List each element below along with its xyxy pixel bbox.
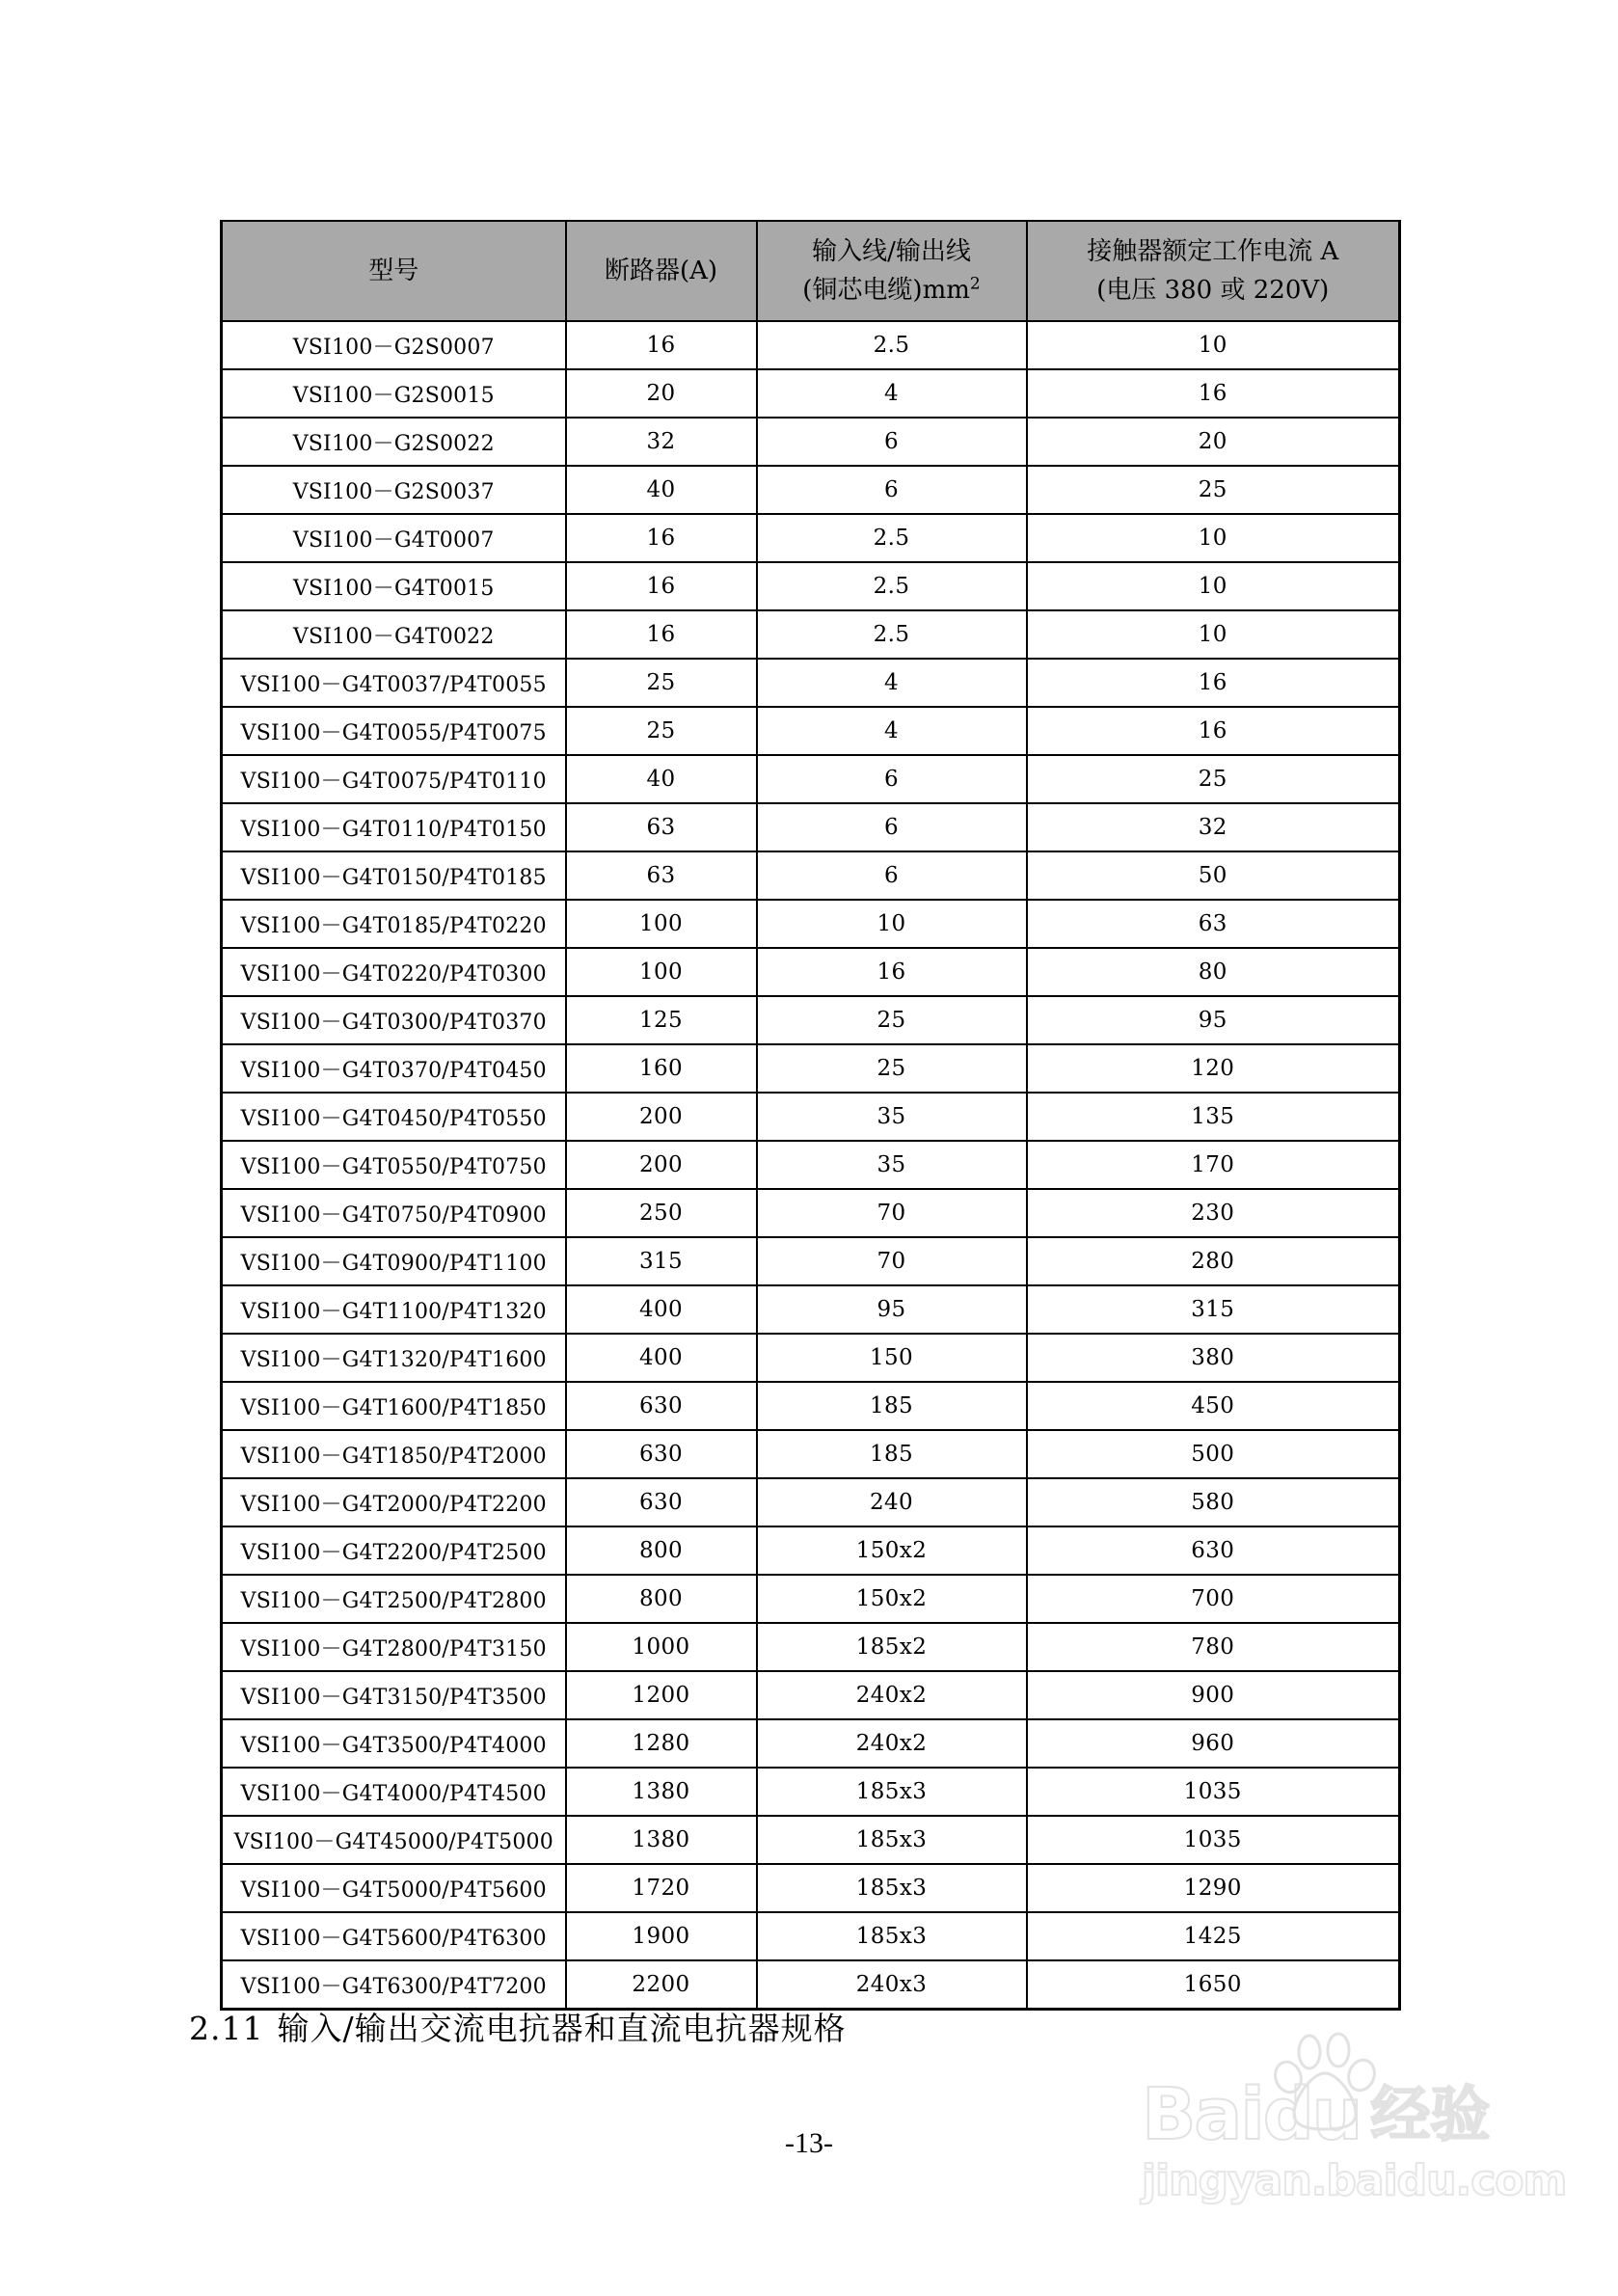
cell-breaker: 100 (566, 948, 757, 996)
cell-contactor: 10 (1027, 610, 1400, 659)
table-row (222, 1141, 1400, 1189)
column-header-cable-line2 (758, 271, 1026, 310)
cell-contactor: 63 (1027, 900, 1400, 948)
column-header-cable-line2-text: (铜芯电缆)mm (802, 276, 970, 305)
column-header-contactor (1027, 221, 1400, 321)
cell-contactor: 20 (1027, 418, 1400, 466)
table-row (222, 610, 1400, 659)
cell-cable: 150 (757, 1334, 1027, 1382)
cell-contactor: 32 (1027, 803, 1400, 851)
cell-contactor: 10 (1027, 562, 1400, 610)
cell-model: VSI100－G2S0007 (222, 321, 566, 369)
cell-breaker: 630 (566, 1478, 757, 1526)
cell-cable: 35 (757, 1093, 1027, 1141)
table-header-row (222, 221, 1400, 321)
cell-cable: 70 (757, 1189, 1027, 1237)
table-row (222, 1285, 1400, 1334)
cell-cable: 185 (757, 1382, 1027, 1430)
cell-contactor: 10 (1027, 321, 1400, 369)
cell-contactor: 1035 (1027, 1816, 1400, 1864)
cell-contactor: 1425 (1027, 1912, 1400, 1960)
cell-contactor: 315 (1027, 1285, 1400, 1334)
cell-breaker: 16 (566, 514, 757, 562)
cell-contactor: 135 (1027, 1093, 1400, 1141)
column-header-model (222, 221, 566, 321)
cell-cable: 2.5 (757, 514, 1027, 562)
cell-cable: 4 (757, 707, 1027, 755)
cell-contactor: 80 (1027, 948, 1400, 996)
watermark-brand-text: Baidu (1142, 2073, 1362, 2156)
watermark-url-text: jingyan.baidu.com (1142, 2156, 1567, 2205)
table-row (222, 1960, 1400, 2010)
cell-cable: 185x3 (757, 1912, 1027, 1960)
cell-cable: 4 (757, 659, 1027, 707)
column-header-cable-superscript: 2 (969, 274, 981, 294)
cell-contactor: 500 (1027, 1430, 1400, 1478)
cell-breaker: 1380 (566, 1768, 757, 1816)
specification-table (220, 220, 1401, 2011)
cell-model: VSI100－G2S0037 (222, 466, 566, 514)
cell-contactor: 1290 (1027, 1864, 1400, 1912)
column-header-contactor-line1: 接触器额定工作电流 A (1087, 236, 1339, 266)
table-row (222, 803, 1400, 851)
cell-contactor: 960 (1027, 1719, 1400, 1768)
cell-cable: 240x2 (757, 1671, 1027, 1719)
table-row (222, 1912, 1400, 1960)
cell-model: VSI100－G4T1850/P4T2000 (222, 1430, 566, 1478)
cell-breaker: 400 (566, 1334, 757, 1382)
table-row (222, 369, 1400, 418)
cell-breaker: 63 (566, 803, 757, 851)
table-row (222, 418, 1400, 466)
cell-contactor: 700 (1027, 1575, 1400, 1623)
baidu-paw-icon (1273, 2031, 1381, 2139)
cell-breaker: 1000 (566, 1623, 757, 1671)
cell-breaker: 400 (566, 1285, 757, 1334)
table-row (222, 755, 1400, 803)
cell-model: VSI100－G4T0150/P4T0185 (222, 851, 566, 900)
cell-cable: 240x3 (757, 1960, 1027, 2010)
cell-breaker: 1900 (566, 1912, 757, 1960)
cell-model: VSI100－G4T6300/P4T7200 (222, 1960, 566, 2010)
table-row (222, 1671, 1400, 1719)
table-row (222, 1623, 1400, 1671)
section-heading-number: 2.11 (189, 2010, 264, 2047)
table-row (222, 514, 1400, 562)
cell-contactor: 10 (1027, 514, 1400, 562)
cell-contactor: 16 (1027, 659, 1400, 707)
cell-cable: 240 (757, 1478, 1027, 1526)
cell-model: VSI100－G4T0022 (222, 610, 566, 659)
cell-breaker: 63 (566, 851, 757, 900)
cell-cable: 185 (757, 1430, 1027, 1478)
cell-cable: 25 (757, 1044, 1027, 1093)
cell-breaker: 800 (566, 1526, 757, 1575)
cell-model: VSI100－G4T2000/P4T2200 (222, 1478, 566, 1526)
cell-contactor: 50 (1027, 851, 1400, 900)
cell-breaker: 16 (566, 562, 757, 610)
cell-breaker: 16 (566, 321, 757, 369)
cell-contactor: 1650 (1027, 1960, 1400, 2010)
table-row (222, 900, 1400, 948)
table-row (222, 1044, 1400, 1093)
cell-model: VSI100－G4T5600/P4T6300 (222, 1912, 566, 1960)
cell-breaker: 1200 (566, 1671, 757, 1719)
cell-breaker: 20 (566, 369, 757, 418)
table-row (222, 659, 1400, 707)
cell-contactor: 1035 (1027, 1768, 1400, 1816)
table-row (222, 1430, 1400, 1478)
cell-breaker: 250 (566, 1189, 757, 1237)
table-row (222, 1478, 1400, 1526)
cell-breaker: 125 (566, 996, 757, 1044)
cell-cable: 16 (757, 948, 1027, 996)
cell-contactor: 16 (1027, 369, 1400, 418)
cell-model: VSI100－G4T0900/P4T1100 (222, 1237, 566, 1285)
cell-breaker: 160 (566, 1044, 757, 1093)
cell-contactor: 280 (1027, 1237, 1400, 1285)
table-header (222, 221, 1400, 321)
cell-breaker: 1720 (566, 1864, 757, 1912)
column-header-breaker (566, 221, 757, 321)
cell-model: VSI100－G4T1320/P4T1600 (222, 1334, 566, 1382)
table-row (222, 466, 1400, 514)
cell-cable: 70 (757, 1237, 1027, 1285)
cell-model: VSI100－G4T0750/P4T0900 (222, 1189, 566, 1237)
cell-cable: 185x3 (757, 1768, 1027, 1816)
cell-cable: 2.5 (757, 321, 1027, 369)
table-row (222, 1575, 1400, 1623)
cell-cable: 240x2 (757, 1719, 1027, 1768)
cell-contactor: 170 (1027, 1141, 1400, 1189)
cell-model: VSI100－G4T0220/P4T0300 (222, 948, 566, 996)
cell-model: VSI100－G4T0007 (222, 514, 566, 562)
cell-contactor: 25 (1027, 466, 1400, 514)
section-heading (189, 2004, 847, 2049)
cell-breaker: 100 (566, 900, 757, 948)
cell-model: VSI100－G4T0370/P4T0450 (222, 1044, 566, 1093)
cell-breaker: 200 (566, 1141, 757, 1189)
cell-cable: 6 (757, 803, 1027, 851)
cell-contactor: 16 (1027, 707, 1400, 755)
cell-cable: 150x2 (757, 1526, 1027, 1575)
table-row (222, 1526, 1400, 1575)
cell-breaker: 200 (566, 1093, 757, 1141)
cell-contactor: 580 (1027, 1478, 1400, 1526)
cell-model: VSI100－G4T2800/P4T3150 (222, 1623, 566, 1671)
cell-cable: 150x2 (757, 1575, 1027, 1623)
cell-contactor: 95 (1027, 996, 1400, 1044)
cell-contactor: 450 (1027, 1382, 1400, 1430)
table-row (222, 948, 1400, 996)
table-row (222, 321, 1400, 369)
table-row (222, 851, 1400, 900)
cell-cable: 25 (757, 996, 1027, 1044)
page-number: -13- (785, 2127, 833, 2159)
column-header-cable-line1: 输入线/输出线 (812, 236, 971, 266)
table-row (222, 1334, 1400, 1382)
cell-contactor: 780 (1027, 1623, 1400, 1671)
cell-model: VSI100－G2S0022 (222, 418, 566, 466)
cell-cable: 6 (757, 418, 1027, 466)
cell-model: VSI100－G4T0110/P4T0150 (222, 803, 566, 851)
cell-model: VSI100－G4T3150/P4T3500 (222, 1671, 566, 1719)
cell-model: VSI100－G4T45000/P4T5000 (222, 1816, 566, 1864)
cell-cable: 185x3 (757, 1816, 1027, 1864)
cell-breaker: 1380 (566, 1816, 757, 1864)
cell-cable: 185x2 (757, 1623, 1027, 1671)
table-row (222, 996, 1400, 1044)
cell-model: VSI100－G4T0037/P4T0055 (222, 659, 566, 707)
cell-contactor: 900 (1027, 1671, 1400, 1719)
cell-breaker: 1280 (566, 1719, 757, 1768)
cell-model: VSI100－G4T0550/P4T0750 (222, 1141, 566, 1189)
cell-breaker: 800 (566, 1575, 757, 1623)
cell-model: VSI100－G4T3500/P4T4000 (222, 1719, 566, 1768)
cell-contactor: 630 (1027, 1526, 1400, 1575)
cell-model: VSI100－G4T5000/P4T5600 (222, 1864, 566, 1912)
cell-cable: 2.5 (757, 562, 1027, 610)
column-header-model-line1: 型号 (368, 256, 419, 285)
cell-model: VSI100－G2S0015 (222, 369, 566, 418)
column-header-breaker-line1: 断路器(A) (604, 256, 718, 285)
table-row (222, 1864, 1400, 1912)
table-row (222, 1768, 1400, 1816)
cell-breaker: 25 (566, 659, 757, 707)
column-header-contactor-line2: (电压 380 或 220V) (1096, 276, 1330, 305)
table-body (222, 321, 1400, 2010)
table-row (222, 1093, 1400, 1141)
table-row (222, 1719, 1400, 1768)
cell-breaker: 25 (566, 707, 757, 755)
cell-model: VSI100－G4T2500/P4T2800 (222, 1575, 566, 1623)
cell-contactor: 230 (1027, 1189, 1400, 1237)
cell-cable: 2.5 (757, 610, 1027, 659)
cell-model: VSI100－G4T0075/P4T0110 (222, 755, 566, 803)
cell-breaker: 2200 (566, 1960, 757, 2010)
cell-model: VSI100－G4T2200/P4T2500 (222, 1526, 566, 1575)
cell-model: VSI100－G4T0055/P4T0075 (222, 707, 566, 755)
column-header-cable (757, 221, 1027, 321)
cell-breaker: 630 (566, 1430, 757, 1478)
cell-cable: 185x3 (757, 1864, 1027, 1912)
watermark-brand-cn-text: 经验 (1370, 2079, 1491, 2149)
cell-breaker: 40 (566, 755, 757, 803)
cell-cable: 4 (757, 369, 1027, 418)
cell-breaker: 315 (566, 1237, 757, 1285)
cell-breaker: 630 (566, 1382, 757, 1430)
table-row (222, 562, 1400, 610)
table-row (222, 1382, 1400, 1430)
cell-cable: 6 (757, 466, 1027, 514)
table-row (222, 1237, 1400, 1285)
cell-model: VSI100－G4T1100/P4T1320 (222, 1285, 566, 1334)
table-row (222, 707, 1400, 755)
cell-cable: 95 (757, 1285, 1027, 1334)
cell-model: VSI100－G4T0450/P4T0550 (222, 1093, 566, 1141)
cell-breaker: 32 (566, 418, 757, 466)
table-row (222, 1816, 1400, 1864)
cell-cable: 6 (757, 851, 1027, 900)
cell-model: VSI100－G4T0300/P4T0370 (222, 996, 566, 1044)
cell-model: VSI100－G4T1600/P4T1850 (222, 1382, 566, 1430)
section-heading-title: 输入/输出交流电抗器和直流电抗器规格 (277, 2010, 847, 2047)
cell-model: VSI100－G4T0015 (222, 562, 566, 610)
cell-model: VSI100－G4T0185/P4T0220 (222, 900, 566, 948)
cell-model: VSI100－G4T4000/P4T4500 (222, 1768, 566, 1816)
cell-breaker: 16 (566, 610, 757, 659)
cell-contactor: 120 (1027, 1044, 1400, 1093)
cell-cable: 6 (757, 755, 1027, 803)
cell-cable: 35 (757, 1141, 1027, 1189)
cell-breaker: 40 (566, 466, 757, 514)
specification-table-container (220, 220, 1398, 2011)
cell-contactor: 380 (1027, 1334, 1400, 1382)
table-row (222, 1189, 1400, 1237)
cell-cable: 10 (757, 900, 1027, 948)
cell-contactor: 25 (1027, 755, 1400, 803)
